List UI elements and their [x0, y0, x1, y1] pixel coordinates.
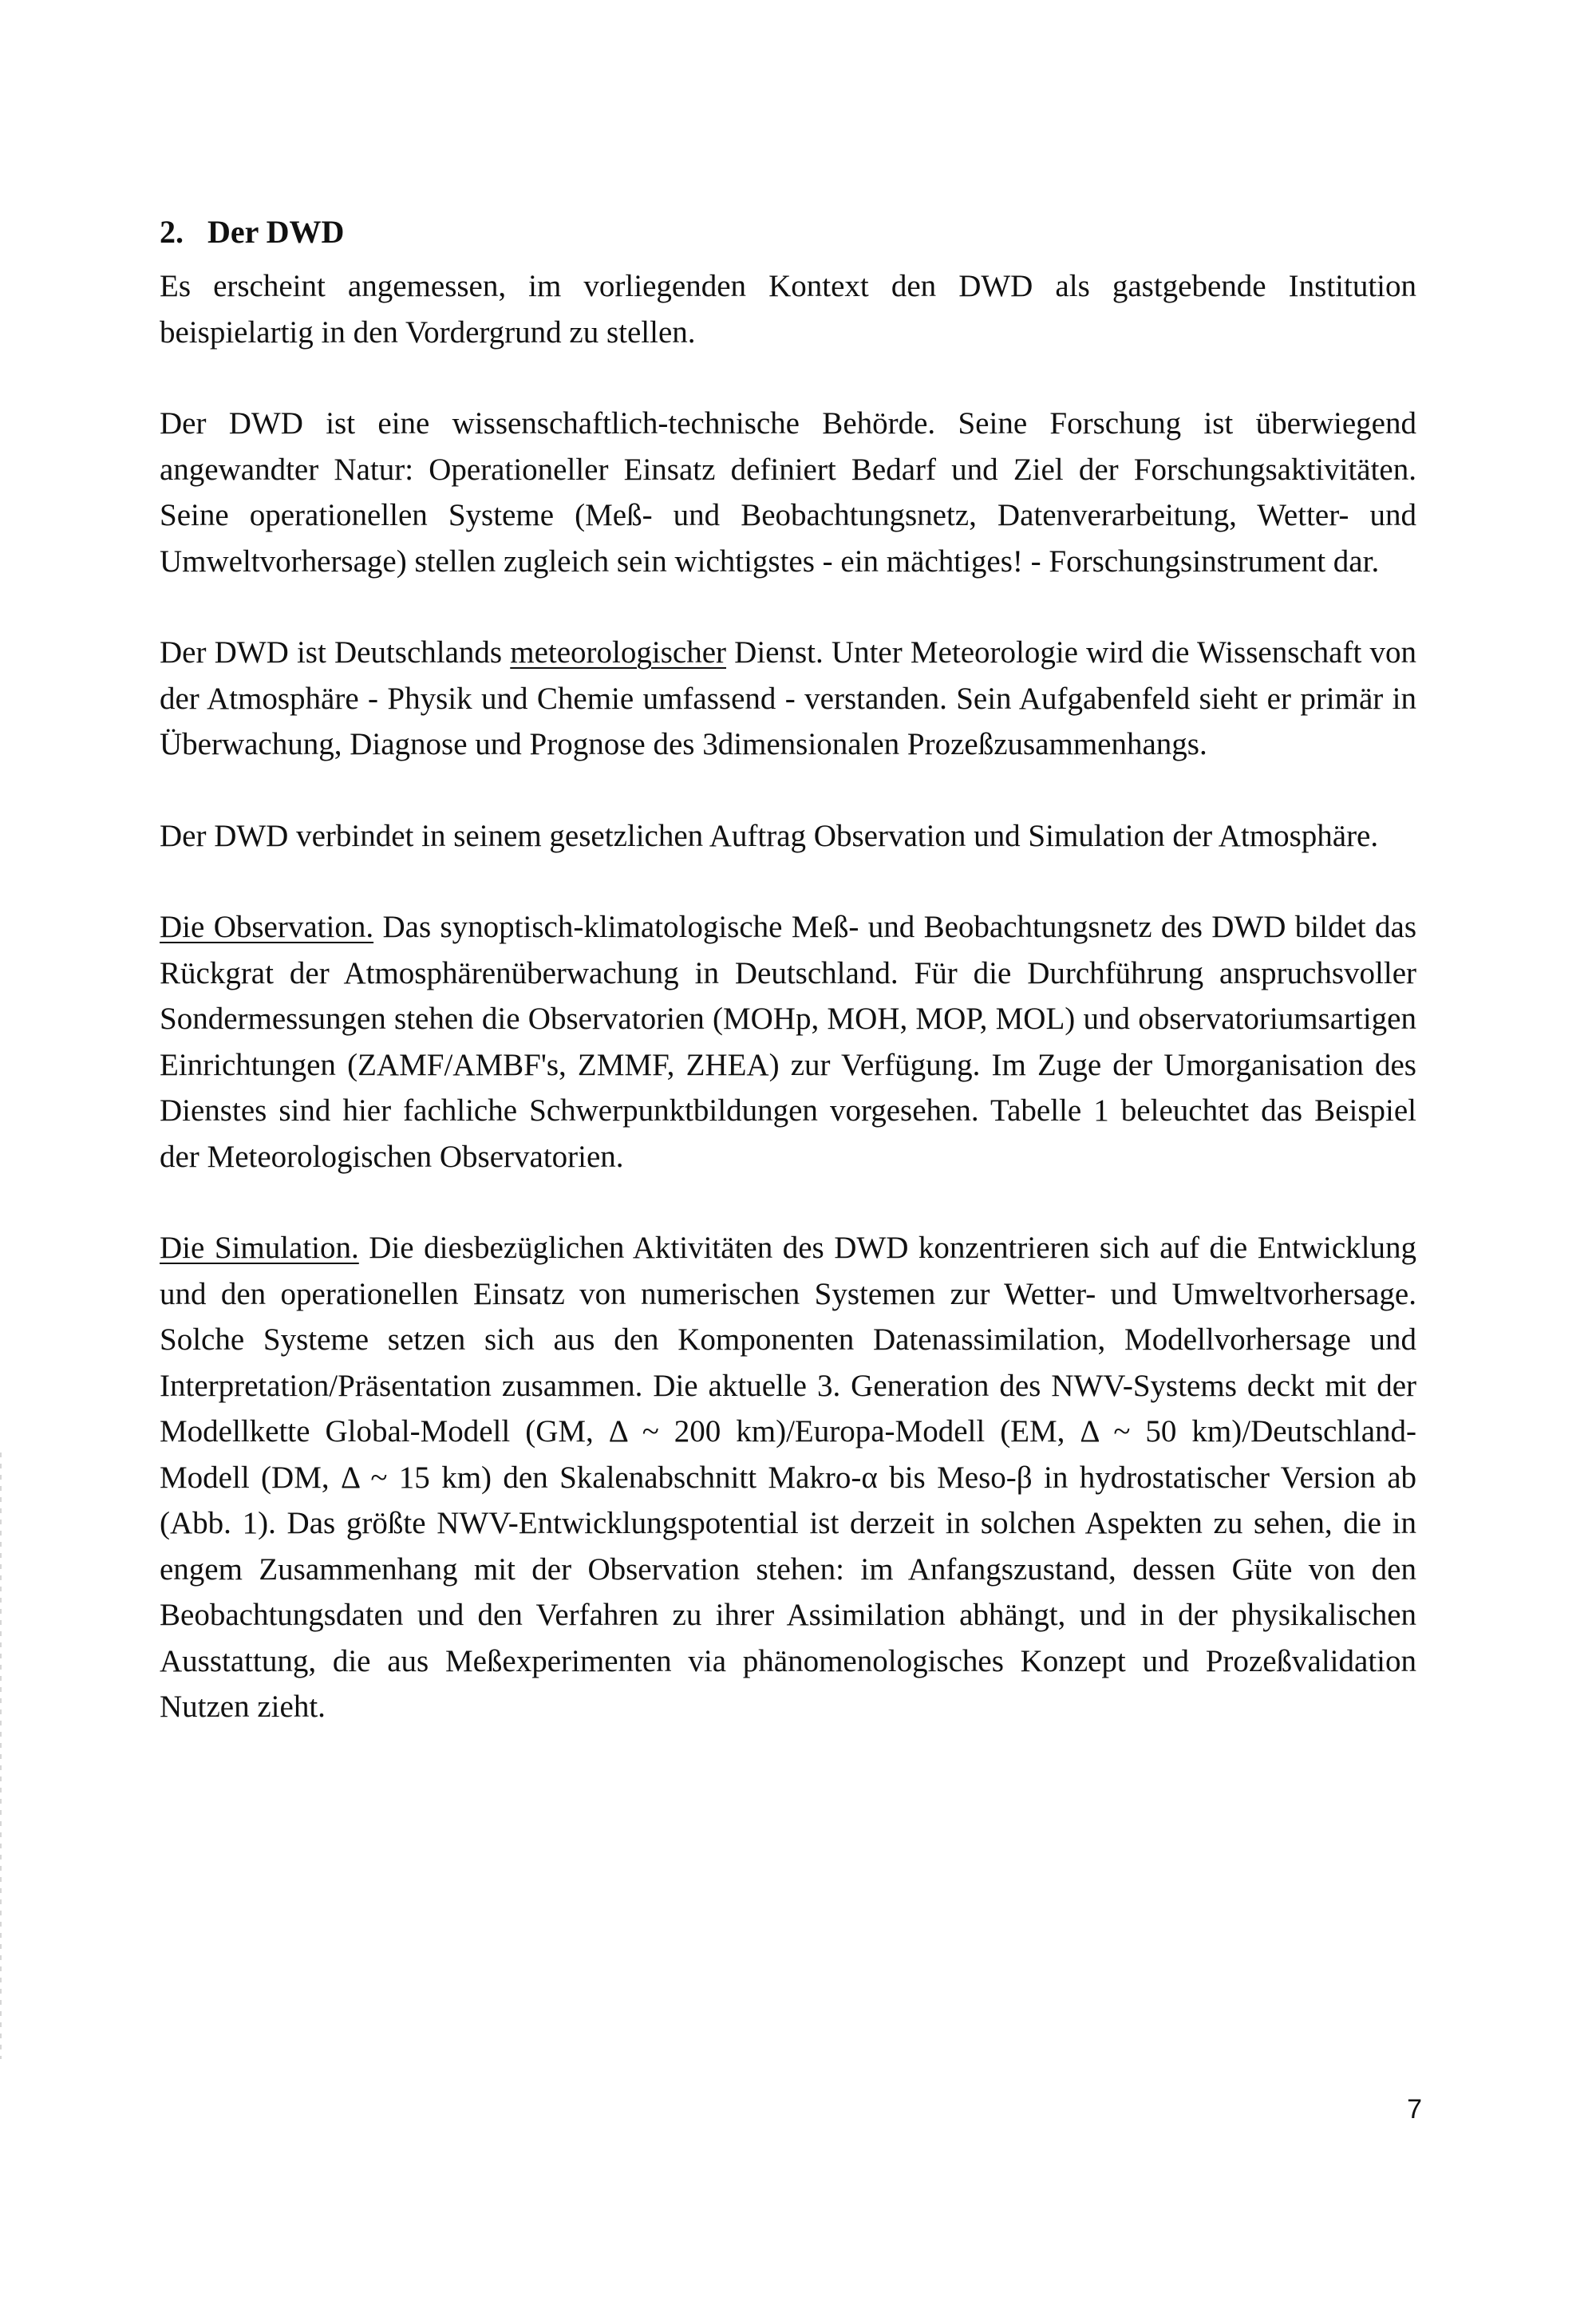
simulation-text: Die diesbezüglichen Aktivitäten des DWD konzentrieren sich auf die Entwicklung und den operationellen Einsatz von numerischen Systemen zur Wetter- und Umweltvorhersage. Solche Systeme setzen sich aus den Komponenten Datenassimilation, Modellvorhersage und Interpretation/Präsentation zusammen. Die aktuelle 3. Generation des NWV-Systems deckt mit der Modellkette Global-Modell (GM, Δ ~ 200 km)/Europa-Modell (EM, Δ ~ 50 km)/Deutschland-Modell (DM, Δ ~ 15 km) den Skalenabschnitt Makro-α bis Meso-β in hydrostatischer Version ab (Abb. 1). Das größte NWV-Entwicklungspotential ist derzeit in solchen Aspekten zu sehen, die in engem Zusammenhang mit der Observation stehen: im Anfangszustand, dessen Güte von den Beobachtungsdaten und den Verfahren zu ihrer Assimilation abhängt, und in der physikalischen Ausstattung, die aus Meßexperimenten via phänomenologisches Konzept und Prozeßvalidation Nutzen zieht.: [160, 1231, 1417, 1724]
section-number: 2.: [160, 214, 184, 250]
meteorology-text-before: Der DWD ist Deutschlands: [160, 635, 511, 670]
section-title: Der DWD: [207, 214, 345, 250]
paragraph-simulation: [160, 1225, 1416, 1730]
observation-heading: Die Observation.: [160, 910, 374, 944]
scan-edge-artifact: [0, 1452, 2, 2059]
paragraph-authority: Der DWD ist eine wissenschaftlich-technische Behörde. Seine Forschung ist überwiegend angewandter Natur: Operationeller Einsatz definiert Bedarf und Ziel der Forschungsaktivitäten. Seine operationellen Systeme (Meß- und Beobachtungsnetz, Datenverarbeitung, Wetter- und Umweltvorhersage) stellen zugleich sein wichtigstes - ein mächtiges! - Forschungsinstrument dar.: [160, 406, 1416, 579]
paragraph-observation: [160, 904, 1416, 1180]
observation-text: Das synoptisch-klimatologische Meß- und Beobachtungsnetz des DWD bildet das Rückgrat der Atmosphärenüberwachung in Deutschland. Für die Durchführung anspruchsvoller Sondermessungen stehen die Observatorien (MOHp, MOH, MOP, MOL) und observatoriumsartigen Einrichtungen (ZAMF/AMBF's, ZMMF, ZHEA) zur Verfügung. Im Zuge der Umorganisation des Dienstes sind hier fachliche Schwerpunktbildungen vorgesehen. Tabelle 1 beleuchtet das Beispiel der Meteorologischen Observatorien.: [160, 910, 1416, 1174]
section-heading: [160, 209, 1416, 255]
paragraph-intro: Es erscheint angemessen, im vorliegenden Kontext den DWD als gastgebende Institution beispielartig in den Vordergrund zu stellen.: [160, 269, 1416, 350]
simulation-heading: Die Simulation.: [160, 1231, 359, 1265]
paragraph-mandate: Der DWD verbindet in seinem gesetzlichen Auftrag Observation und Simulation der Atmosphäre.: [160, 818, 1379, 853]
meteorology-underlined-term: meteorologischer: [510, 635, 726, 670]
page-number: 7: [1407, 2094, 1422, 2124]
meteorology-text-after: Dienst. Unter Meteorologie wird die Wissenschaft von der Atmosphäre - Physik und Chemie umfassend - verstanden. Sein Aufgabenfeld sieht er primär in Überwachung, Diagnose und Prognose des 3dimensionalen Prozeßzusammenhangs.: [160, 635, 1416, 761]
page-content: [160, 209, 1416, 1776]
paragraph-meteorology: [160, 630, 1416, 768]
